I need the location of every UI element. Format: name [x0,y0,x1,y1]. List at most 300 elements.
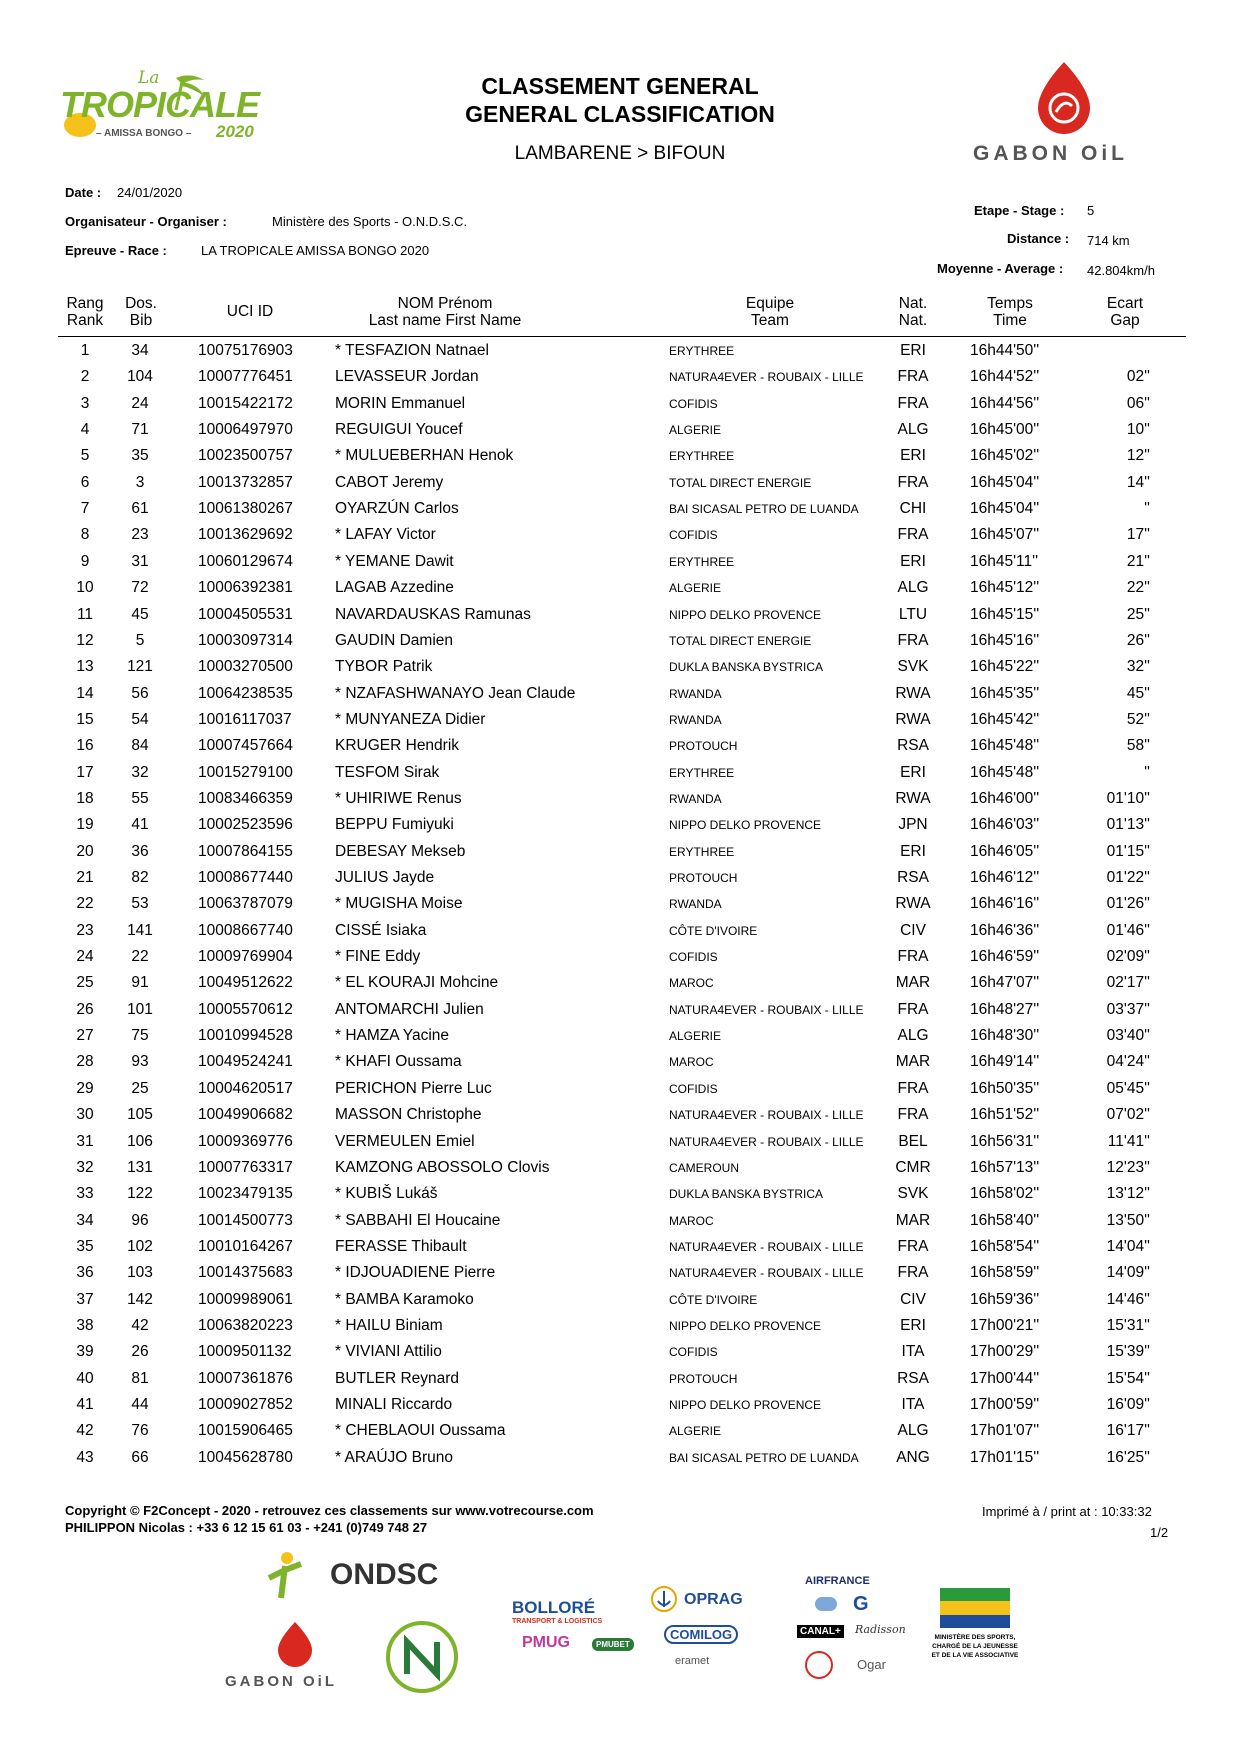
team-cell: ERYTHREE [669,449,735,464]
copyright-text: Copyright © F2Concept - 2020 - retrouvez ces classements sur www.votrecourse.com [65,1503,594,1518]
team-cell: COFIDIS [669,950,718,965]
table-row [0,869,1240,895]
bib-cell: 96 [131,1211,149,1229]
time-cell: 16h45'04'' [970,473,1040,491]
rider-name-cell: CISSÉ Isiaka [335,921,427,939]
time-cell: 16h45'15'' [970,605,1040,623]
rider-name-cell: * IDJOUADIENE Pierre [335,1264,496,1282]
table-row [0,1370,1240,1396]
gap-cell: 07'02'' [1106,1106,1150,1124]
gap-cell: 17'' [1126,526,1150,544]
bib-cell: 5 [135,631,145,649]
time-cell: 16h45'12'' [970,579,1040,597]
table-row [0,1001,1240,1027]
rider-name-cell: * KHAFI Oussama [335,1053,462,1071]
gap-cell: 26'' [1126,631,1150,649]
col-time-header: Temps Time [987,295,1033,329]
team-cell: COFIDIS [669,528,718,543]
time-cell: 16h56'31'' [970,1132,1040,1150]
table-row [0,948,1240,974]
rank-cell: 24 [76,948,94,966]
time-cell: 16h58'54'' [970,1237,1040,1255]
rank-cell: 3 [80,394,90,412]
rank-cell: 15 [76,710,94,728]
bib-cell: 81 [131,1369,149,1387]
logo-main: TROPICALE [60,84,260,125]
rank-cell: 10 [76,579,94,597]
rider-name-cell: GAUDIN Damien [335,631,453,649]
table-row [0,1080,1240,1106]
bib-cell: 142 [127,1290,153,1308]
team-cell: RWANDA [669,897,722,912]
bib-cell: 22 [131,948,149,966]
table-row [0,711,1240,737]
nationality-cell: FRA [897,631,929,649]
rank-cell: 8 [80,526,90,544]
rank-cell: 20 [76,842,94,860]
bib-cell: 34 [131,342,149,359]
nationality-cell: ALG [897,1422,929,1440]
rider-name-cell: * MULUEBERHAN Henok [335,447,514,465]
gap-cell: 01'22'' [1106,869,1150,886]
team-cell: MAROC [669,976,714,991]
time-cell: 17h01'07'' [970,1422,1040,1440]
rank-cell: 38 [76,1316,94,1334]
col-rank-header: Rang Rank [66,295,104,329]
uci-id-cell: 10013732857 [198,473,293,491]
uci-id-cell: 10016117037 [198,710,292,728]
n-emblem-icon [385,1620,460,1695]
gap-cell: 02'' [1126,368,1150,386]
rider-name-cell: * BAMBA Karamoko [335,1290,474,1308]
rank-cell: 33 [76,1185,94,1203]
organiser-label: Organisateur - Organiser : [65,214,227,229]
team-cell: RWANDA [669,712,722,727]
bib-cell: 42 [131,1316,149,1334]
race-label: Epreuve - Race : [65,243,167,258]
organiser-value: Ministère des Sports - O.N.D.S.C. [272,214,468,229]
gabon-flag-icon [940,1588,1010,1628]
table-row [0,922,1240,948]
rider-name-cell: * FINE Eddy [335,948,421,966]
rider-name-cell: MASSON Christophe [335,1106,482,1124]
rider-name-cell: OYARZÚN Carlos [335,500,459,518]
time-cell: 16h47'07'' [970,974,1040,992]
rank-cell: 35 [76,1237,94,1255]
col-bib-header: Dos. Bib [125,295,157,329]
team-cell: DUKLA BANSKA BYSTRICA [669,660,824,675]
rider-name-cell: ANTOMARCHI Julien [335,1000,484,1018]
uci-id-cell: 10007763317 [198,1158,293,1176]
table-row [0,1317,1240,1343]
time-cell: 16h50'35'' [970,1079,1040,1097]
time-cell: 16h49'14'' [970,1053,1040,1071]
nationality-cell: JPN [898,816,928,834]
nationality-cell: RSA [897,869,929,886]
nationality-cell: RWA [895,710,931,728]
page-number: 1/2 [1150,1525,1169,1540]
rider-name-cell: * NZAFASHWANAYO Jean Claude [335,684,576,702]
gabon-oil-drop-icon [220,1620,370,1670]
gap-cell: 13'50'' [1106,1211,1150,1229]
gap-cell: 14'46'' [1106,1290,1150,1308]
team-cell: CÔTE D'IVOIRE [669,1292,758,1307]
team-cell: PROTOUCH [669,1371,738,1386]
rider-name-cell: KRUGER Hendrik [335,737,460,755]
bib-cell: 84 [131,737,149,755]
rider-name-cell: FERASSE Thibault [335,1237,467,1255]
bib-cell: 131 [127,1158,153,1176]
bib-cell: 61 [131,500,149,518]
rider-name-cell: * SABBAHI El Houcaine [335,1211,501,1229]
bib-cell: 122 [127,1185,153,1203]
bib-cell: 56 [131,684,149,702]
rider-name-cell: * MUGISHA Moise [335,895,463,913]
table-row [0,1027,1240,1053]
bib-cell: 55 [131,789,149,807]
uci-id-cell: 10064238535 [198,684,293,702]
sponsor-round-icon [815,1597,837,1611]
table-row [0,1238,1240,1264]
bib-cell: 75 [131,1027,149,1045]
gap-cell: 11'41'' [1107,1132,1150,1150]
gap-cell: 13'12'' [1106,1185,1150,1203]
nationality-cell: FRA [897,1000,929,1018]
stage-value: 5 [1087,203,1095,218]
time-cell: 16h44'50'' [970,342,1040,359]
time-cell: 16h46'36'' [970,921,1040,939]
uci-id-cell: 10009027852 [198,1396,293,1413]
rank-cell: 41 [76,1396,94,1413]
time-cell: 16h45'04'' [970,500,1040,518]
gap-cell: 03'40'' [1106,1027,1150,1045]
team-cell: CÔTE D'IVOIRE [669,923,758,938]
time-cell: 16h46'16'' [970,895,1040,913]
rank-cell: 1 [80,342,90,359]
nationality-cell: ITA [901,1396,925,1413]
stage-route: LAMBARENE > BIFOUN [514,143,726,164]
team-cell: PROTOUCH [669,739,738,754]
uci-id-cell: 10049524241 [198,1053,293,1071]
nationality-cell: FRA [897,526,929,544]
team-cell: NATURA4EVER - ROUBAIX - LILLE [669,370,864,385]
time-cell: 16h58'40'' [970,1211,1040,1229]
rider-name-cell: NAVARDAUSKAS Ramunas [335,605,531,623]
uci-id-cell: 10008677440 [198,869,293,886]
rank-cell: 12 [76,631,94,649]
table-row [0,843,1240,869]
rider-name-cell: BEPPU Fumiyuki [335,816,454,834]
table-row [0,1212,1240,1238]
rank-cell: 39 [76,1343,94,1361]
uci-id-cell: 10007776451 [198,368,293,386]
stage-label: Etape - Stage : [974,203,1065,218]
bib-cell: 53 [131,895,149,913]
gap-cell: 12'23'' [1106,1158,1150,1176]
nationality-cell: FRA [897,1237,929,1255]
rank-cell: 19 [76,816,94,834]
rider-name-cell: JULIUS Jayde [335,869,435,886]
team-cell: BAI SICASAL PETRO DE LUANDA [669,502,859,517]
team-cell: RWANDA [669,686,722,701]
uci-id-cell: 10015906465 [198,1422,293,1440]
time-cell: 16h45'16'' [970,631,1040,649]
team-cell: TOTAL DIRECT ENERGIE [669,633,812,648]
time-cell: 16h45'22'' [970,658,1040,676]
rank-cell: 42 [76,1422,94,1440]
nationality-cell: MAR [895,1211,931,1229]
sponsor-ge-icon [805,1651,833,1679]
rank-cell: 27 [76,1027,94,1045]
time-cell: 16h45'42'' [970,710,1040,728]
bib-cell: 23 [131,526,149,544]
sponsor-oprag: OPRAG COMILOG eramet [650,1585,770,1685]
time-cell: 17h00'21'' [970,1316,1040,1334]
time-cell: 16h58'59'' [970,1264,1040,1282]
gap-cell: 14'09'' [1106,1264,1150,1282]
gap-cell: 12'' [1126,447,1150,465]
gap-cell: 21'' [1126,552,1150,570]
rank-cell: 21 [76,869,94,886]
team-cell: MAROC [669,1055,714,1070]
nationality-cell: ALG [897,1027,929,1045]
rank-cell: 6 [80,473,90,491]
gap-cell: 58'' [1126,737,1150,755]
rank-cell: 29 [76,1079,94,1097]
time-cell: 16h46'05'' [970,842,1040,860]
race-value: LA TROPICALE AMISSA BONGO 2020 [201,243,430,258]
title-fr: CLASSEMENT GENERAL [481,73,759,99]
sponsor-group: AIRFRANCE G CANAL+ Radisson Ogar [795,1575,920,1690]
table-row [0,526,1240,552]
nationality-cell: BEL [898,1132,928,1150]
rider-name-cell: DEBESAY Mekseb [335,842,466,860]
table-row [0,1053,1240,1079]
team-cell: NIPPO DELKO PROVENCE [669,1398,822,1412]
bib-cell: 141 [127,921,153,939]
time-cell: 16h51'52'' [970,1106,1040,1124]
rider-name-cell: BUTLER Reynard [335,1369,460,1387]
team-cell: NATURA4EVER - ROUBAIX - LILLE [669,1134,864,1149]
bib-cell: 26 [131,1343,149,1361]
gap-cell: 32'' [1126,658,1150,676]
bib-cell: 45 [131,605,149,623]
gap-cell: 04'24'' [1106,1053,1150,1071]
team-cell: RWANDA [669,791,722,806]
gap-cell: 06'' [1126,394,1150,412]
time-cell: 17h00'44'' [970,1369,1040,1387]
team-cell: ERYTHREE [669,554,735,569]
uci-id-cell: 10060129674 [198,552,293,570]
nationality-cell: CMR [895,1158,931,1176]
rider-name-cell: TESFOM Sirak [335,763,440,781]
uci-id-cell: 10007864155 [198,842,293,860]
team-cell: COFIDIS [669,1345,718,1360]
nationality-cell: RSA [897,1369,929,1387]
team-cell: NATURA4EVER - ROUBAIX - LILLE [669,1002,864,1017]
title-en: GENERAL CLASSIFICATION [465,101,775,127]
average-value: 42.804km/h [1087,263,1155,278]
gap-cell: 16'25'' [1106,1448,1150,1466]
rider-name-cell: PERICHON Pierre Luc [335,1079,492,1097]
col-team-header: Equipe Team [745,295,795,329]
time-cell: 17h00'29'' [970,1343,1040,1361]
bib-cell: 104 [127,368,153,386]
nationality-cell: LTU [898,605,928,623]
team-cell: ALGERIE [669,1424,722,1439]
gap-cell: '' [1144,763,1150,781]
nationality-cell: FRA [897,1264,929,1282]
anchor-icon [650,1585,678,1613]
nationality-cell: RWA [895,895,931,913]
rank-cell: 31 [76,1132,94,1150]
distance-value: 714 km [1087,233,1130,248]
gap-cell: 05'45'' [1106,1079,1150,1097]
bib-cell: 24 [131,394,149,412]
header-divider [58,336,1186,337]
time-cell: 16h45'48'' [970,763,1040,781]
time-cell: 16h45'48'' [970,737,1040,755]
sponsor-g-icon: G [853,1593,869,1615]
rider-name-cell: TYBOR Patrik [335,658,433,676]
gap-cell: '' [1144,500,1150,518]
nationality-cell: ITA [901,1343,925,1361]
rank-cell: 18 [76,789,94,807]
sponsor-ministere: MINISTÈRE DES SPORTS, CHARGÉ DE LA JEUNESSE ET DE LA VIE ASSOCIATIVE [930,1588,1020,1688]
uci-id-cell: 10008667740 [198,921,293,939]
sponsor-bollore: BOLLORÉ TRANSPORT & LOGISTICS PMUG PMUBET [510,1598,640,1678]
rank-cell: 30 [76,1106,94,1124]
uci-id-cell: 10009989061 [198,1290,293,1308]
time-cell: 16h46'59'' [970,948,1040,966]
rank-cell: 11 [76,605,94,623]
rider-name-cell: * VIVIANI Attilio [335,1343,442,1361]
nationality-cell: FRA [897,948,929,966]
rider-name-cell: * LAFAY Victor [335,526,436,544]
team-cell: NATURA4EVER - ROUBAIX - LILLE [669,1108,864,1123]
rider-name-cell: * HAILU Biniam [335,1316,443,1334]
uci-id-cell: 10010164267 [198,1237,293,1255]
uci-id-cell: 10004620517 [198,1079,293,1097]
rider-name-cell: * MUNYANEZA Didier [335,710,486,728]
time-cell: 16h45'11'' [970,552,1039,570]
gabon-oil-logo [968,60,1158,170]
gap-cell: 45'' [1126,684,1150,702]
time-cell: 16h48'27'' [970,1000,1040,1018]
bib-cell: 101 [127,1000,153,1018]
team-cell: ALGERIE [669,581,722,596]
uci-id-cell: 10009501132 [198,1343,292,1361]
time-cell: 16h46'12'' [970,869,1040,886]
team-cell: MAROC [669,1213,714,1228]
rank-cell: 16 [76,737,94,755]
time-cell: 16h45'35'' [970,684,1040,702]
logo-sub: – AMISSA BONGO – [96,128,192,139]
bib-cell: 3 [135,473,145,491]
average-label: Moyenne - Average : [937,261,1064,276]
nationality-cell: ERI [900,552,926,570]
uci-id-cell: 10015422172 [198,394,293,412]
rank-cell: 22 [76,895,94,913]
team-cell: DUKLA BANSKA BYSTRICA [669,1187,824,1202]
time-cell: 16h44'56'' [970,394,1040,412]
table-row [0,342,1240,368]
rider-name-cell: * UHIRIWE Renus [335,789,462,807]
nationality-cell: MAR [895,1053,931,1071]
team-cell: NATURA4EVER - ROUBAIX - LILLE [669,1266,864,1281]
nationality-cell: ALG [897,579,929,597]
sponsor-n-logo [385,1620,460,1695]
table-row [0,1264,1240,1290]
team-cell: ALGERIE [669,1029,722,1044]
nationality-cell: FRA [897,368,929,386]
col-gap-header: Ecart Gap [1106,295,1144,329]
nationality-cell: ANG [896,1448,930,1466]
table-row [0,658,1240,684]
uci-id-cell: 10006392381 [198,579,293,597]
gap-cell: 14'' [1126,473,1150,491]
time-cell: 16h45'00'' [970,421,1040,439]
table-row [0,1396,1240,1422]
gap-cell: 01'46'' [1106,921,1150,939]
gap-cell: 01'15'' [1106,842,1150,860]
table-row [0,1291,1240,1317]
table-row [0,632,1240,658]
uci-id-cell: 10049512622 [198,974,293,992]
team-cell: COFIDIS [669,1081,718,1096]
team-cell: NATURA4EVER - ROUBAIX - LILLE [669,1239,864,1254]
gap-cell: 03'37'' [1106,1000,1150,1018]
bib-cell: 44 [131,1396,149,1413]
rider-name-cell: * TESFAZION Natnael [335,342,489,359]
rank-cell: 9 [80,552,90,570]
rider-name-cell: MORIN Emmanuel [335,394,466,412]
rider-name-cell: * EL KOURAJI Mohcine [335,974,499,992]
nationality-cell: FRA [897,394,929,412]
bib-cell: 121 [127,658,153,676]
nationality-cell: CIV [900,921,926,939]
table-row [0,1449,1240,1475]
rank-cell: 13 [76,658,94,676]
nationality-cell: CHI [899,500,927,518]
col-uci-header: UCI ID [226,303,274,320]
time-cell: 16h57'13'' [970,1158,1040,1176]
uci-id-cell: 10007457664 [198,737,293,755]
table-row [0,1343,1240,1369]
date-value: 24/01/2020 [117,185,183,200]
gap-cell: 10'' [1126,421,1150,439]
uci-id-cell: 10083466359 [198,789,293,807]
uci-id-cell: 10014375683 [198,1264,293,1282]
nationality-cell: SVK [897,658,929,676]
table-row [0,474,1240,500]
table-row [0,1185,1240,1211]
bib-cell: 103 [127,1264,153,1282]
rank-cell: 5 [80,447,90,465]
rider-name-cell: KAMZONG ABOSSOLO Clovis [335,1158,550,1176]
uci-id-cell: 10015279100 [198,763,293,781]
uci-id-cell: 10014500773 [198,1211,293,1229]
table-row [0,368,1240,394]
bib-cell: 93 [131,1053,149,1071]
team-cell: CAMEROUN [669,1160,740,1175]
time-cell: 17h01'15'' [970,1448,1040,1466]
table-row [0,1422,1240,1448]
time-cell: 16h58'02'' [970,1185,1040,1203]
table-row [0,790,1240,816]
uci-id-cell: 10013629692 [198,526,293,544]
gap-cell: 15'31'' [1106,1316,1150,1334]
